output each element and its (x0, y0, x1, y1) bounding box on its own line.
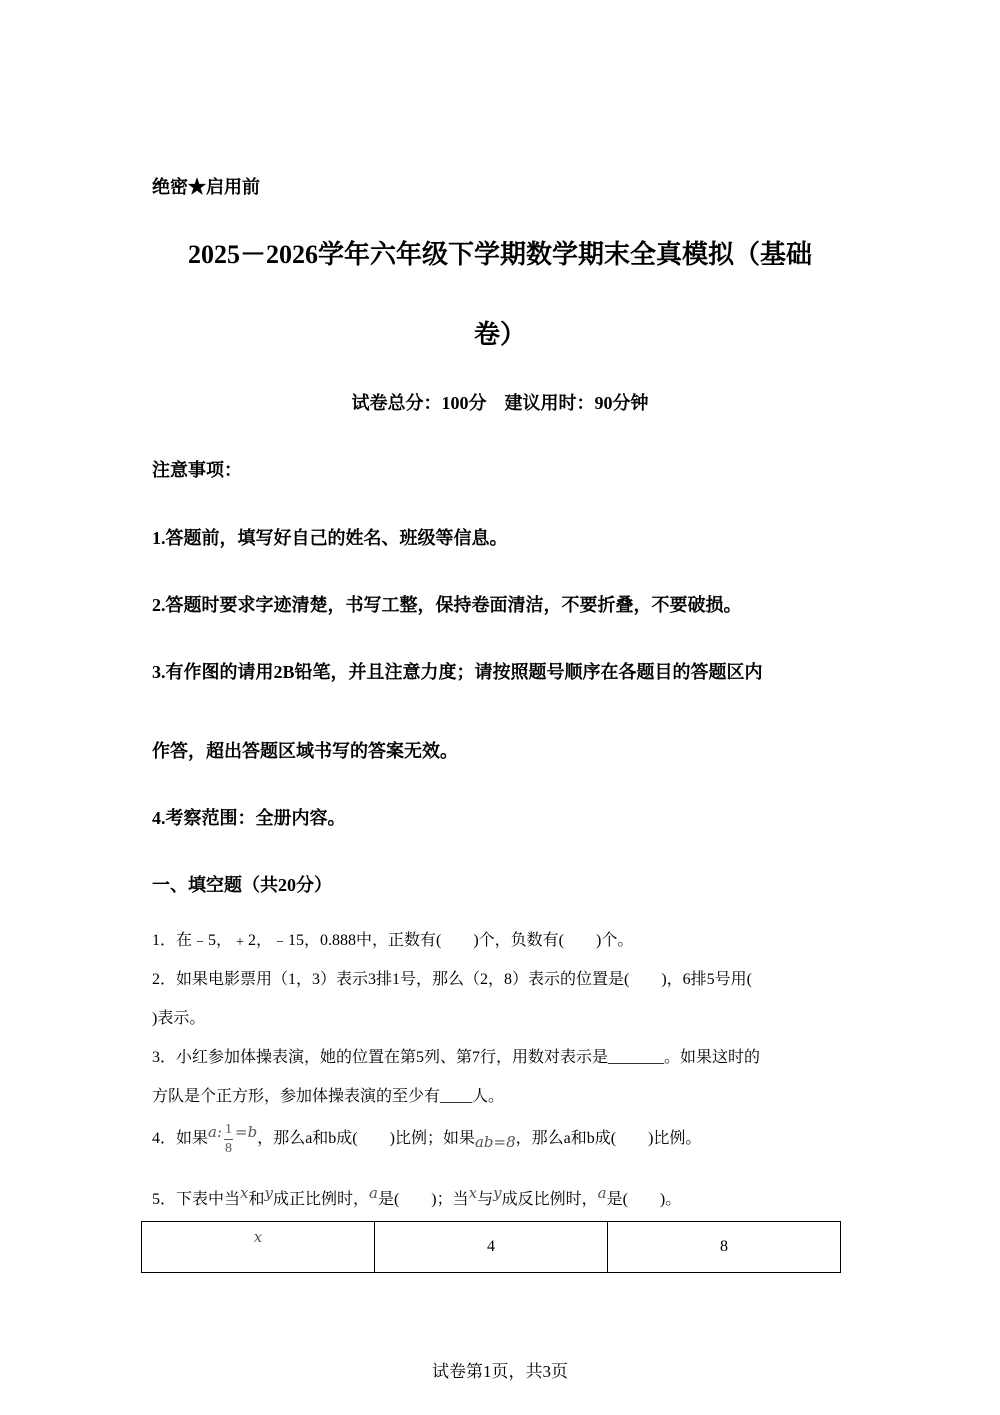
fraction-numerator: 1 (224, 1123, 233, 1140)
math-y: y (493, 1184, 502, 1202)
exam-title-line1: 2025－2026学年六年级下学期数学期末全真模拟（基础 (187, 240, 812, 269)
table-row (142, 1222, 841, 1273)
question-5-mid1: 成正比例时， (272, 1191, 369, 1208)
exam-meta: 试卷总分：100分 建议用时：90分钟 (351, 393, 649, 413)
math-a: a (369, 1184, 378, 1202)
question-4 (152, 1123, 701, 1156)
math-colon: : (216, 1123, 223, 1142)
question-2-line1: 2．如果电影票用（1，3）表示3排1号，那么（2，8）表示的位置是( )，6排5号用( (152, 971, 752, 988)
note-item-2: 2.答题时要求字迹清楚，书写工整，保持卷面清洁，不要折叠，不要破损。 (152, 595, 742, 615)
note-item-3b: 作答，超出答题区域书写的答案无效。 (152, 741, 458, 761)
table-cell: 4 (375, 1222, 608, 1273)
notes-heading: 注意事项： (152, 460, 242, 480)
table-cell: 8 (608, 1222, 841, 1273)
math-a: a (208, 1123, 217, 1142)
math-y: y (264, 1184, 273, 1202)
exam-title-line2: 卷） (473, 320, 526, 349)
table-cell-header (142, 1222, 375, 1273)
question-5-and: 和 (248, 1191, 265, 1208)
fraction-one-eighth (224, 1123, 233, 1156)
xy-table (141, 1221, 841, 1273)
section-heading: 一、填空题（共20分） (152, 875, 332, 895)
question-5-with: 与 (477, 1191, 494, 1208)
question-3-line2: 方队是个正方形，参加体操表演的至少有____人。 (152, 1088, 505, 1105)
note-item-3a: 3.有作图的请用2B铅笔，并且注意力度；请按照题号顺序在各题目的答题区内 (152, 662, 763, 682)
math-a: a (597, 1184, 607, 1202)
page-footer: 试卷第1页，共3页 (432, 1362, 568, 1381)
question-2-line2: )表示。 (152, 1010, 206, 1027)
math-equals-b: =b (235, 1123, 258, 1142)
question-5 (152, 1186, 681, 1209)
question-5-suffix: 是( )。 (606, 1191, 682, 1208)
math-x: x (468, 1184, 478, 1202)
fraction-denominator: 8 (225, 1141, 233, 1156)
note-item-1: 1.答题前，填写好自己的姓名、班级等信息。 (152, 528, 508, 548)
note-item-4: 4.考察范围：全册内容。 (152, 808, 346, 828)
question-5-mid2: 是( )；当 (377, 1191, 469, 1208)
confidential-label: 绝密★启用前 (152, 177, 260, 197)
math-ab: ab (474, 1133, 494, 1152)
question-3-line1: 3．小红参加体操表演，她的位置在第5列、第7行，用数对表示是_______。如果这时的 (152, 1049, 761, 1066)
math-x: x (253, 1228, 263, 1246)
question-4-prefix: 4．如果 (152, 1130, 209, 1148)
question-4-suffix: ，那么a和b成( )比例。 (515, 1130, 702, 1148)
question-5-mid3: 成反比例时， (501, 1191, 598, 1208)
question-5-prefix: 5．下表中当 (152, 1191, 241, 1208)
math-equals-8: =8 (493, 1133, 516, 1152)
question-4-middle: ，那么a和b成( )比例；如果 (257, 1130, 475, 1148)
question-1: 1．在﹣5，﹢2，﹣15，0.888中，正数有( )个，负数有( )个。 (152, 932, 634, 949)
math-x: x (240, 1184, 249, 1202)
